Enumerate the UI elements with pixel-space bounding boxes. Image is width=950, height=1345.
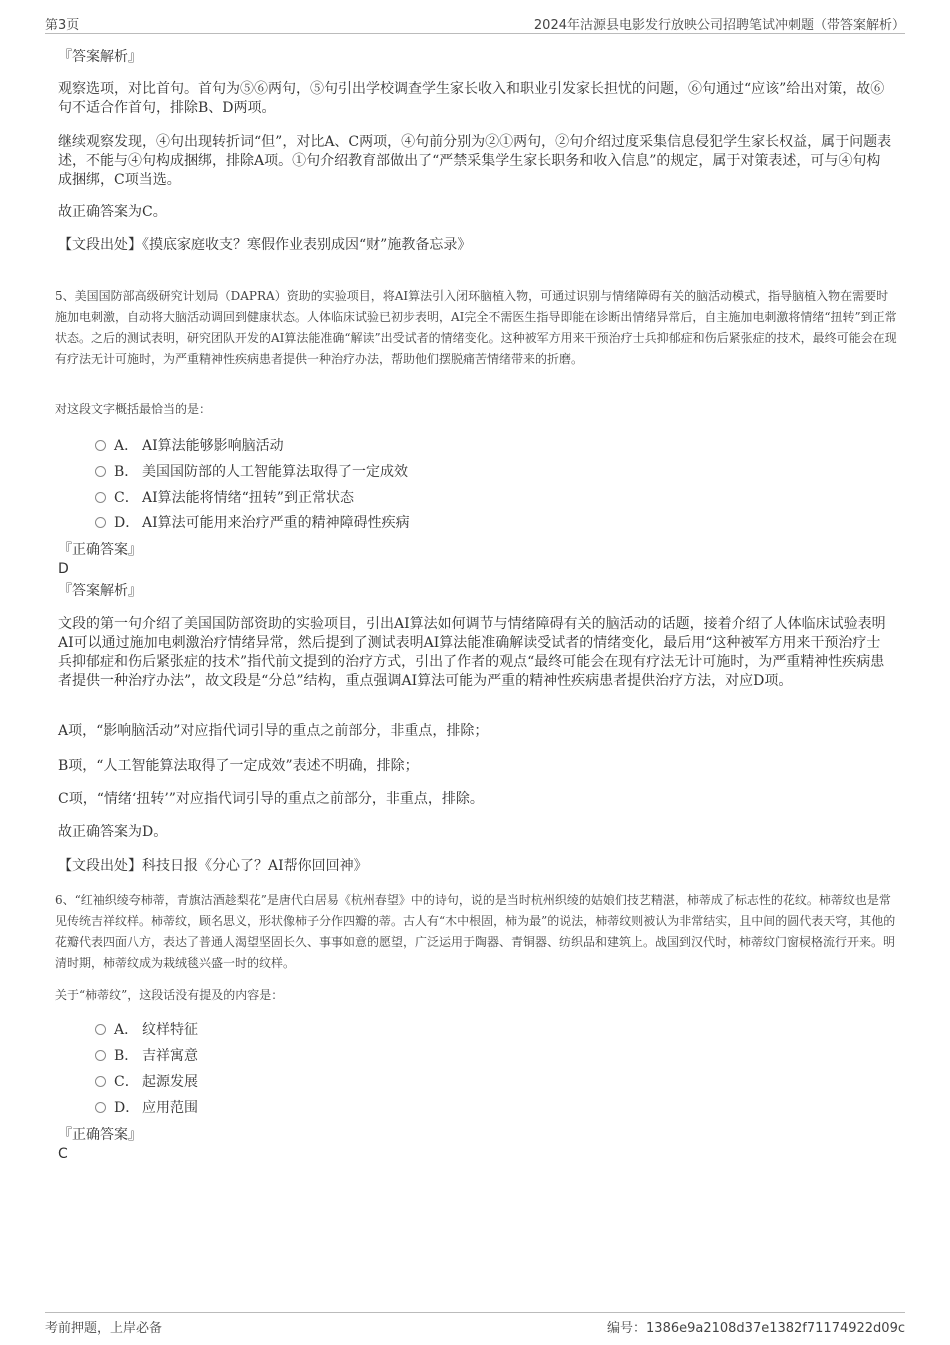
q5-option-a[interactable]: A． AI算法能够影响脑活动 — [95, 436, 284, 456]
q6-question: 关于“柿蒂纹”，这段话没有提及的内容是： — [55, 988, 284, 1002]
q6-stem: 6、“红袖织绫夸柿蒂，青旗沽酒趁梨花”是唐代白居易《杭州春望》中的诗句，说的是当时杭州织绫的姑娘们技艺精湛，柿蒂成了标志性的花纹。柿蒂纹也是常见传统吉祥纹样。柿蒂纹，顾名思义，形状像柿子分作四瓣的蒂。古人有“木中根固，柿为最”的说法，柿蒂纹则被认为非常结实，且中间的圆代表天穹，其他的花瓣代表四面八方，表达了普通人渴望坚固长久、事事如意的愿望，广泛运用于陶器、青铜器、纺织品和建筑上。战国到汉代时，柿蒂纹门窗棂格流行开来。明清时期，柿蒂纹成为栽绒毯兴盛一时的纹样。 — [55, 893, 896, 970]
document-id: 编号：1386e9a2108d37e1382f71174922d09c — [607, 1321, 905, 1336]
radio-icon[interactable] — [95, 1050, 106, 1061]
page-header — [45, 12, 905, 34]
q5-option-c[interactable]: C． AI算法能将情绪“扭转”到正常状态 — [95, 488, 354, 508]
q5-analysis-p3: B项，“人工智能算法取得了一定成效”表述不明确，排除； — [58, 758, 419, 774]
q6-correct-label: 『正确答案』 — [58, 1127, 142, 1143]
q6-option-d[interactable]: D． 应用范围 — [95, 1098, 198, 1118]
radio-icon[interactable] — [95, 1076, 106, 1087]
q5-correct-answer: D — [58, 561, 69, 577]
q5-analysis-p5: 故正确答案为D。 — [58, 824, 168, 840]
q6-option-b[interactable]: B． 吉祥寓意 — [95, 1046, 198, 1066]
radio-icon[interactable] — [95, 1024, 106, 1035]
q5-stem: 5、美国国防部高级研究计划局（DAPRA）资助的实验项目，将AI算法引入闭环脑植入物，可通过识别与情绪障碍有关的脑活动模式，指导脑植入物在需要时施加电刺激，自动将大脑活动调回到健康状态。人体临床试验已初步表明，AI完全不需医生指导即能在诊断出情绪异常后，自主施加电刺激将情绪“扭转”到正常状态。之后的测试表明，研究团队开发的AI算法能准确“解读”出受试者的情绪变化。这种被军方用来干预治疗士兵抑郁症和伤后紧张症的技术，最终可能会在现有疗法无计可施时，为严重精神性疾病患者提供一种治疗办法，帮助他们摆脱痛苦情绪带来的折磨。 — [55, 289, 897, 366]
q5-option-d[interactable]: D． AI算法可能用来治疗严重的精神障碍性疾病 — [95, 513, 410, 533]
q5-analysis-p2: A项，“影响脑活动”对应指代词引导的重点之前部分，非重点，排除； — [58, 723, 489, 739]
page-number: 第3页 — [45, 18, 80, 33]
q5-option-b[interactable]: B． 美国国防部的人工智能算法取得了一定成效 — [95, 462, 408, 482]
footer-slogan: 考前押题，上岸必备 — [45, 1321, 163, 1336]
radio-icon[interactable] — [95, 492, 106, 503]
q5-analysis-p4: C项，“情绪‘扭转’”对应指代词引导的重点之前部分，非重点，排除。 — [58, 791, 484, 807]
radio-icon[interactable] — [95, 1102, 106, 1113]
q5-analysis-label: 『答案解析』 — [58, 583, 142, 599]
q6-option-c[interactable]: C． 起源发展 — [95, 1072, 198, 1092]
q5-analysis-p1: 文段的第一句介绍了美国国防部资助的实验项目，引出AI算法如何调节与情绪障碍有关的脑活动的话题，接着介绍了人体临床试验表明AI可以通过施加电刺激治疗情绪异常，然后提到了测试表明AI算法能准确解读受试者的情绪变化，最后用“这种被军方用来干预治疗士兵抑郁症和伤后紧张症的技术”指代前文提到的治疗方式，引出了作者的观点“最终可能会在现有疗法无计可施时，为严重精神性疾病患者提供一种治疗办法”，故文段是“分总”结构，重点强调AI算法可能为严重的精神性疾病患者提供治疗方法，对应D项。 — [58, 616, 886, 689]
page-footer — [45, 1312, 905, 1336]
q5-correct-label: 『正确答案』 — [58, 542, 142, 558]
q5-source: 【文段出处】科技日报《分心了？AI帮你回回神》 — [58, 858, 368, 874]
q4-analysis-label: 『答案解析』 — [58, 49, 142, 65]
document-title: 2024年沽源县电影发行放映公司招聘笔试冲刺题（带答案解析） — [533, 18, 905, 33]
q4-source: 【文段出处】《摸底家庭收支？寒假作业表别成因“财”施教备忘录》 — [58, 237, 472, 253]
q4-analysis-p3: 故正确答案为C。 — [58, 204, 167, 220]
radio-icon[interactable] — [95, 466, 106, 477]
q6-correct-answer: C — [58, 1146, 68, 1162]
q6-option-a[interactable]: A． 纹样特征 — [95, 1020, 198, 1040]
q4-analysis-p1: 观察选项，对比首句。首句为⑤⑥两句，⑤句引出学校调查学生家长收入和职业引发家长担忧的问题，⑥句通过“应该”给出对策，故⑥句不适合作首句，排除B、D两项。 — [58, 81, 885, 116]
q4-analysis-p2: 继续观察发现，④句出现转折词“但”，对比A、C两项，④句前分别为②①两句，②句介绍过度采集信息侵犯学生家长权益，属于问题表述，不能与④句构成捆绑，排除A项。①句介绍教育部做出了“严禁采集学生家长职务和收入信息”的规定，属于对策表述，可与④句构成捆绑，C项当选。 — [58, 134, 892, 188]
q5-question: 对这段文字概括最恰当的是： — [55, 402, 212, 416]
radio-icon[interactable] — [95, 517, 106, 528]
radio-icon[interactable] — [95, 440, 106, 451]
